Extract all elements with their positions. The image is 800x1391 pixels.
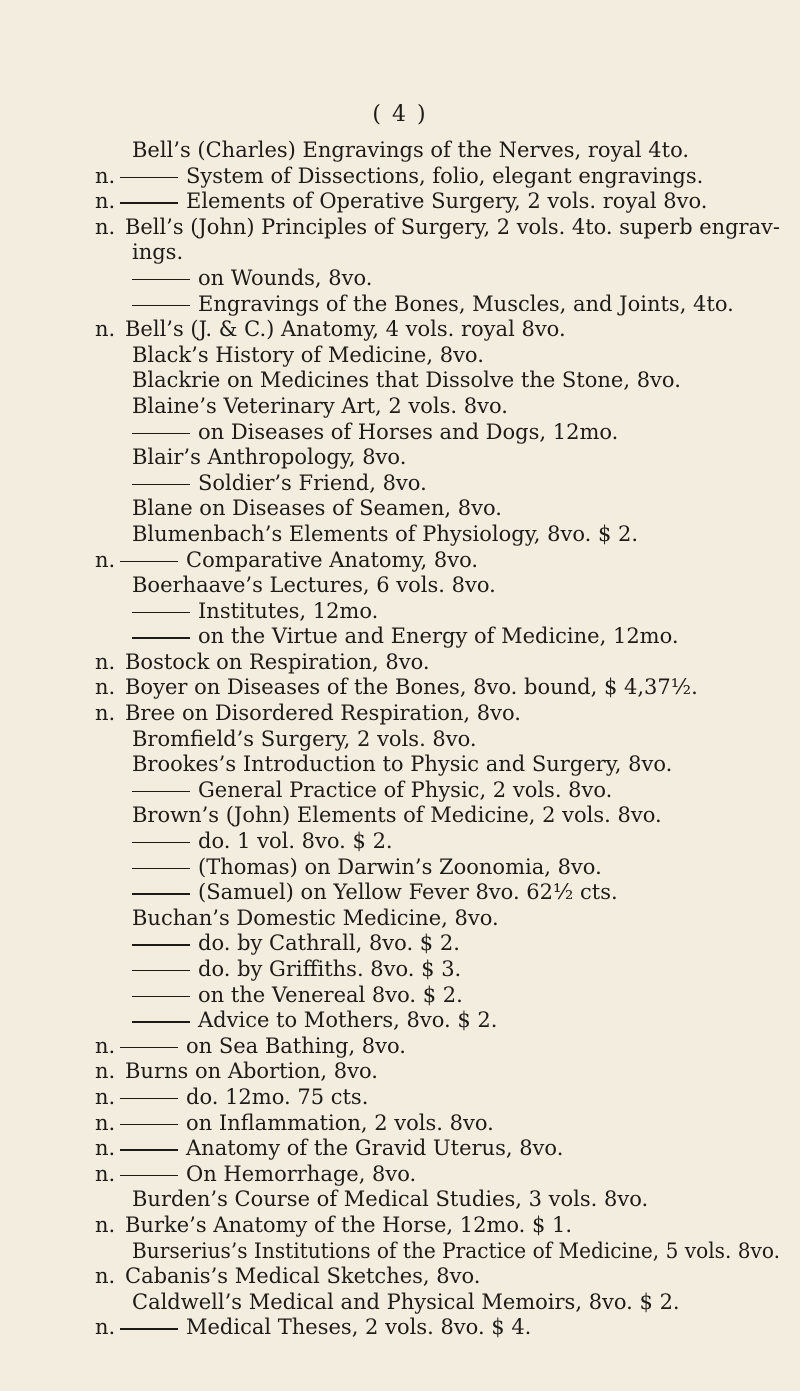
page-number: ( 4 )	[372, 102, 428, 127]
new-entry-mark: n.	[95, 1033, 116, 1058]
ditto-dash	[132, 612, 190, 613]
ditto-dash	[132, 279, 190, 280]
catalogue-entry	[0, 548, 800, 574]
catalogue-entry	[0, 880, 800, 906]
catalogue-entry	[0, 394, 800, 420]
catalogue-entry	[0, 675, 800, 701]
ditto-dash	[132, 1021, 190, 1022]
catalogue-entry	[0, 1290, 800, 1316]
entry-text: Boyer on Diseases of the Bones, 8vo. bound, $ 4,37½.	[125, 675, 698, 700]
entry-text: on the Virtue and Energy of Medicine, 12mo.	[198, 624, 679, 649]
catalogue-entry	[0, 368, 800, 394]
catalogue-entry	[0, 1213, 800, 1239]
entry-text: on Inflammation, 2 vols. 8vo.	[186, 1110, 494, 1135]
entry-text: Blair’s Anthropology, 8vo.	[132, 445, 407, 470]
ditto-dash	[132, 637, 190, 638]
catalogue-entry	[0, 1264, 800, 1290]
catalogue-entry	[0, 983, 800, 1009]
ditto-dash	[132, 944, 190, 945]
ditto-dash	[132, 868, 190, 869]
new-entry-mark: n.	[95, 189, 116, 214]
catalogue-entry	[0, 343, 800, 369]
catalogue-entry	[0, 1315, 800, 1341]
entry-text: Brookes’s Introduction to Physic and Surgery, 8vo.	[132, 752, 673, 777]
catalogue-entry	[0, 1111, 800, 1137]
entry-text: Bell’s (John) Principles of Surgery, 2 vols. 4to. superb engrav-	[125, 214, 780, 239]
entry-text: Elements of Operative Surgery, 2 vols. royal 8vo.	[186, 189, 708, 214]
entry-text: Black’s History of Medicine, 8vo.	[132, 342, 484, 367]
entry-text: on the Venereal 8vo. $ 2.	[198, 982, 463, 1007]
entry-text: Caldwell’s Medical and Physical Memoirs, 8vo. $ 2.	[132, 1289, 680, 1314]
catalogue-entry	[0, 445, 800, 471]
catalogue-entry	[0, 931, 800, 957]
new-entry-mark: n.	[95, 1315, 116, 1340]
ditto-dash	[132, 433, 190, 434]
entry-text: General Practice of Physic, 2 vols. 8vo.	[198, 777, 613, 802]
catalogue-entry	[0, 829, 800, 855]
catalogue-entry	[0, 701, 800, 727]
entry-text: Bree on Disordered Respiration, 8vo.	[125, 701, 521, 726]
entry-text: On Hemorrhage, 8vo.	[186, 1161, 417, 1186]
entry-text: do. by Griffiths. 8vo. $ 3.	[198, 957, 462, 981]
catalogue-entry	[0, 496, 800, 522]
entry-text: Burden’s Course of Medical Studies, 3 vols. 8vo.	[132, 1187, 649, 1212]
new-entry-mark: n.	[95, 701, 116, 726]
entry-text: Buchan’s Domestic Medicine, 8vo.	[132, 905, 499, 930]
entry-text: System of Dissections, folio, elegant engravings.	[186, 163, 704, 188]
new-entry-mark: n.	[95, 1264, 116, 1289]
catalogue-entry	[0, 266, 800, 292]
new-entry-mark: n.	[95, 547, 116, 572]
catalogue-entry	[0, 1008, 800, 1034]
new-entry-mark: n.	[95, 163, 116, 188]
entry-text: do. 1 vol. 8vo. $ 2.	[198, 829, 393, 854]
catalogue-entry	[0, 599, 800, 625]
entry-text: Anatomy of the Gravid Uterus, 8vo.	[186, 1136, 564, 1161]
entry-text: Brown’s (John) Elements of Medicine, 2 vols. 8vo.	[132, 803, 662, 828]
catalogue-entry	[0, 1136, 800, 1162]
entry-text: Bell’s (Charles) Engravings of the Nerves, royal 4to.	[132, 138, 690, 162]
entry-text: Blackrie on Medicines that Dissolve the Stone, 8vo.	[132, 368, 681, 393]
ditto-dash	[120, 177, 178, 178]
new-entry-mark: n.	[95, 675, 116, 700]
entry-text: Burns on Abortion, 8vo.	[125, 1059, 378, 1084]
ditto-dash	[120, 561, 178, 562]
catalogue-entry	[0, 138, 800, 164]
ditto-dash	[120, 1175, 178, 1176]
new-entry-mark: n.	[95, 1212, 116, 1237]
catalogue-entry	[0, 727, 800, 753]
catalogue-entry	[0, 1187, 800, 1213]
catalogue-entry	[0, 164, 800, 190]
ditto-dash	[120, 1047, 178, 1048]
catalogue-entry	[0, 471, 800, 497]
entry-text: Burserius’s Institutions of the Practice of Medicine, 5 vols. 8vo.	[132, 1238, 781, 1263]
catalogue-entries	[0, 138, 800, 1341]
new-entry-mark: n.	[95, 1084, 116, 1109]
ditto-dash	[120, 1124, 178, 1125]
entry-text: Blaine’s Veterinary Art, 2 vols. 8vo.	[132, 393, 508, 418]
entry-text: Comparative Anatomy, 8vo.	[186, 547, 479, 572]
entry-text: Institutes, 12mo.	[198, 598, 379, 623]
new-entry-mark: n.	[95, 214, 116, 239]
entry-text: Engravings of the Bones, Muscles, and Joints, 4to.	[198, 291, 734, 316]
ditto-dash	[132, 484, 190, 485]
new-entry-mark: n.	[95, 1161, 116, 1186]
entry-text: Bromfield’s Surgery, 2 vols. 8vo.	[132, 726, 477, 751]
catalogue-entry	[0, 292, 800, 318]
catalogue-entry	[0, 803, 800, 829]
catalogue-entry	[0, 573, 800, 599]
catalogue-entry	[0, 189, 800, 215]
catalogue-entry	[0, 650, 800, 676]
catalogue-entry	[0, 1239, 800, 1265]
catalogue-entry	[0, 522, 800, 548]
entry-text: Cabanis’s Medical Sketches, 8vo.	[125, 1264, 481, 1289]
new-entry-mark: n.	[95, 649, 116, 674]
entry-text: Blumenbach’s Elements of Physiology, 8vo. $ 2.	[132, 521, 639, 546]
new-entry-mark: n.	[95, 317, 116, 342]
catalogue-entry	[0, 906, 800, 932]
entry-text: on Wounds, 8vo.	[198, 265, 373, 290]
entry-text: do. 12mo. 75 cts.	[186, 1084, 369, 1109]
catalogue-entry	[0, 957, 800, 983]
ditto-dash	[132, 996, 190, 997]
entry-text: Bell’s (J. & C.) Anatomy, 4 vols. royal 8vo.	[125, 317, 566, 342]
catalogue-entry	[0, 752, 800, 778]
entry-text: ings.	[132, 240, 184, 265]
ditto-dash	[120, 1098, 178, 1099]
entry-text: on Sea Bathing, 8vo.	[186, 1033, 406, 1058]
entry-text: Advice to Mothers, 8vo. $ 2.	[198, 1008, 498, 1033]
catalogue-entry	[0, 317, 800, 343]
catalogue-entry	[0, 624, 800, 650]
catalogue-entry	[0, 420, 800, 446]
catalogue-entry	[0, 778, 800, 804]
catalogue-entry	[0, 1162, 800, 1188]
ditto-dash	[120, 1149, 178, 1150]
ditto-dash	[132, 893, 190, 894]
entry-text: Medical Theses, 2 vols. 8vo. $ 4.	[186, 1315, 532, 1340]
catalogue-entry	[0, 1059, 800, 1085]
entry-text: Burke’s Anatomy of the Horse, 12mo. $ 1.	[125, 1212, 573, 1237]
entry-text: (Samuel) on Yellow Fever 8vo. 62½ cts.	[198, 880, 618, 905]
new-entry-mark: n.	[95, 1110, 116, 1135]
entry-text: Blane on Diseases of Seamen, 8vo.	[132, 496, 502, 521]
catalogue-entry	[0, 215, 800, 241]
ditto-dash	[120, 1328, 178, 1329]
entry-text: on Diseases of Horses and Dogs, 12mo.	[198, 419, 619, 444]
ditto-dash	[132, 842, 190, 843]
entry-text: Boerhaave’s Lectures, 6 vols. 8vo.	[132, 573, 496, 598]
catalogue-entry	[0, 855, 800, 881]
ditto-dash	[120, 202, 178, 203]
ditto-dash	[132, 970, 190, 971]
catalogue-entry	[0, 240, 800, 266]
ditto-dash	[132, 305, 190, 306]
entry-text: (Thomas) on Darwin’s Zoonomia, 8vo.	[198, 854, 602, 879]
entry-text: Bostock on Respiration, 8vo.	[125, 649, 430, 674]
entry-text: Soldier’s Friend, 8vo.	[198, 470, 427, 495]
new-entry-mark: n.	[95, 1136, 116, 1161]
ditto-dash	[132, 791, 190, 792]
catalogue-entry	[0, 1085, 800, 1111]
entry-text: do. by Cathrall, 8vo. $ 2.	[198, 931, 460, 956]
catalogue-entry	[0, 1034, 800, 1060]
new-entry-mark: n.	[95, 1059, 116, 1084]
